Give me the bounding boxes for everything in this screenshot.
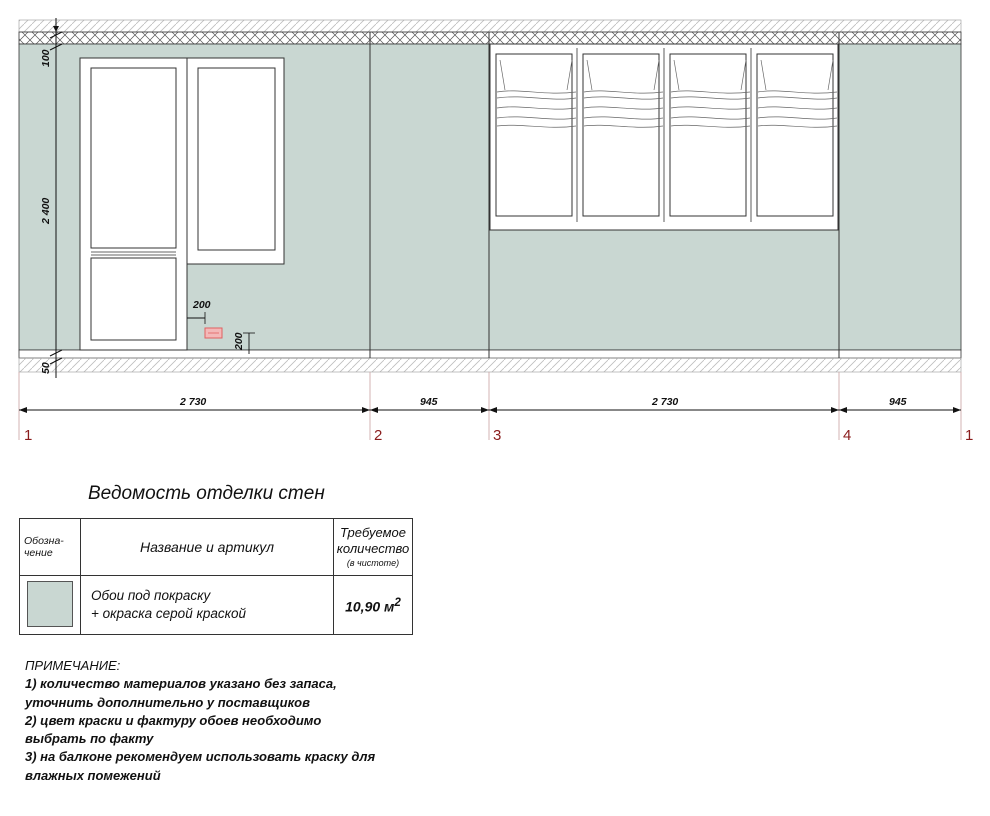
segment-dim-1: 2 730	[180, 396, 207, 408]
material-name	[81, 576, 334, 635]
axis-label-1: 1	[24, 427, 33, 444]
header-mark-line2: чение	[24, 547, 53, 559]
note-line: влажных помежений	[25, 767, 161, 783]
height-dim-floor: 50	[40, 362, 52, 374]
table-header-row	[20, 519, 413, 576]
material-name-line1: Обои под покраску	[91, 588, 211, 603]
material-quantity	[334, 576, 413, 635]
balcony-door	[80, 58, 187, 350]
ceiling-insulation	[19, 32, 961, 44]
header-qty-line1: Требуемое	[340, 525, 406, 540]
notes-block	[25, 657, 375, 785]
wall-color-swatch	[27, 581, 73, 627]
height-dim-wall: 2 400	[40, 197, 52, 224]
header-qty-note: (в чистоте)	[346, 558, 400, 568]
note-line: 1) количество материалов указано без запаса,	[25, 676, 337, 692]
ceiling-slab-hatch	[19, 20, 961, 32]
notes-heading: ПРИМЕЧАНИЕ:	[25, 658, 121, 673]
axis-label-4: 4	[843, 427, 852, 444]
height-dim-ceiling: 100	[40, 49, 52, 67]
color-swatch-cell	[20, 576, 81, 635]
finish-schedule-table	[19, 518, 413, 635]
segment-dim-2: 945	[420, 396, 438, 408]
floor-skirting	[19, 350, 961, 358]
header-mark-line1: Обозна-	[24, 535, 64, 547]
note-line: уточнить дополнительно у поставщиков	[25, 694, 310, 710]
note-line: выбрать по факту	[25, 731, 154, 747]
header-qty-line2: количество	[336, 541, 410, 556]
table-row	[20, 576, 413, 635]
schedule-title: Ведомость отделки стен	[88, 483, 325, 504]
axis-label-3: 3	[493, 427, 502, 444]
segment-dim-3: 2 730	[652, 396, 679, 408]
note-line: 3) на балконе рекомендуем использовать краску для	[25, 749, 376, 765]
socket-height-dim: 200	[233, 332, 245, 350]
quantity-value: 10,90 м	[345, 598, 395, 615]
axis-label-1-end: 1	[965, 427, 974, 444]
socket-offset-dim: 200	[193, 299, 211, 311]
balcony-window	[187, 58, 284, 264]
floor-slab-hatch	[19, 358, 961, 372]
header-mark	[20, 519, 81, 576]
segment-dim-4: 945	[889, 396, 907, 408]
quantity-unit-exponent: 2	[394, 595, 401, 609]
header-name: Название и артикул	[81, 519, 334, 576]
large-window	[490, 44, 838, 230]
axis-label-2: 2	[374, 427, 383, 444]
material-name-line2: + окраска серой краской	[91, 606, 246, 621]
note-line: 2) цвет краски и фактуру обоев необходимо	[25, 712, 322, 728]
header-qty	[334, 519, 413, 576]
